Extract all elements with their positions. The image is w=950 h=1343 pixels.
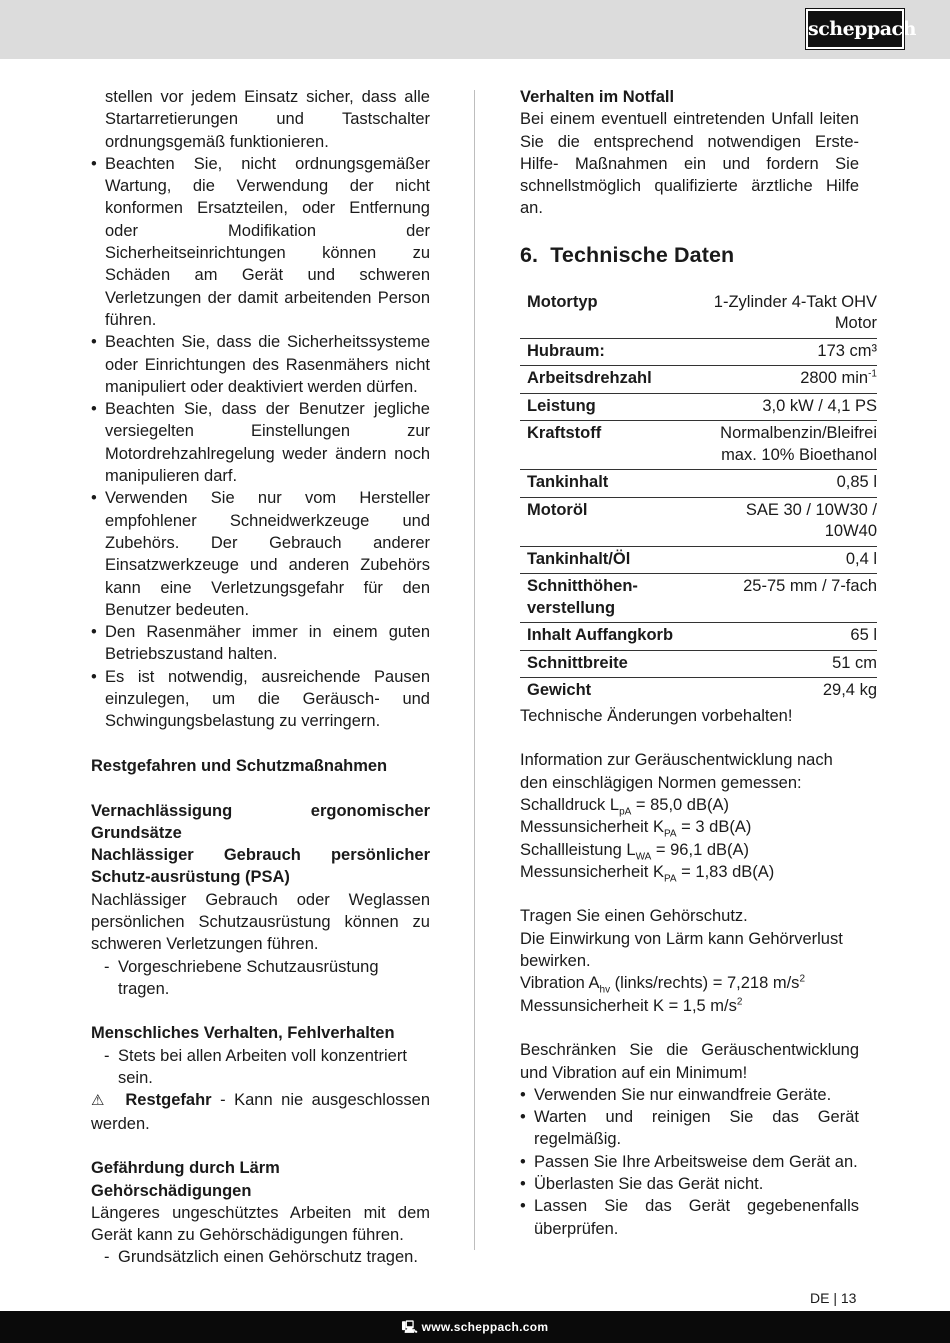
list-item bbox=[520, 1195, 859, 1240]
spec-row bbox=[520, 546, 877, 574]
spec-value bbox=[684, 366, 877, 394]
dash-item-text: Vorgeschriebene Schutzausrüstung tragen. bbox=[118, 957, 379, 998]
spec-value bbox=[684, 574, 877, 623]
list-item bbox=[91, 666, 430, 733]
header-bar bbox=[0, 0, 950, 59]
spec-value-text: 25-75 mm / 7-fach bbox=[743, 577, 877, 596]
psa-heading: Nachlässiger Gebrauch persönlicher Schutz-ausrüstung (PSA) bbox=[91, 846, 430, 887]
spec-value-text: Normalbenzin/Bleifrei max. 10% Bioethanol bbox=[720, 424, 877, 464]
spec-value-text: 1-Zylinder 4-Takt OHV Motor bbox=[713, 292, 877, 333]
ergo-heading-cont: Grundsätze bbox=[91, 823, 182, 842]
list-item-text: Beachten Sie, dass die Sicherheitssysteme oder Einrichtungen des Rasenmähers nicht manipuliert oder deaktiviert werden dürfen. bbox=[105, 333, 430, 396]
spec-value bbox=[684, 678, 877, 705]
laerm-text: Längeres ungeschütztes Arbeiten mit dem Gerät kann zu Gehörschädigungen führen. bbox=[91, 1203, 430, 1245]
spec-row bbox=[520, 393, 877, 421]
spec-value-text: 0,4 l bbox=[845, 549, 877, 568]
bullet: • bbox=[91, 623, 97, 642]
list-item-text: Den Rasenmäher immer in einem guten Betriebszustand halten. bbox=[105, 623, 430, 664]
monitor-icon: 🖳 bbox=[401, 1320, 418, 1334]
bullet: • bbox=[520, 1152, 526, 1171]
list-item bbox=[520, 1173, 859, 1195]
list-item-text: Überlasten Sie das Gerät nicht. bbox=[534, 1175, 764, 1194]
spec-key: Leistung bbox=[520, 393, 684, 421]
list-item bbox=[91, 331, 430, 398]
dash: - bbox=[104, 957, 110, 976]
laerm-subheading: Gehörschädigungen bbox=[91, 1181, 252, 1200]
page-number: DE | 13 bbox=[810, 1290, 857, 1306]
spec-key: Motortyp bbox=[520, 290, 684, 339]
list-item bbox=[91, 487, 430, 621]
ergo-heading bbox=[91, 800, 430, 822]
spec-value bbox=[684, 393, 877, 421]
list-item bbox=[520, 1084, 859, 1106]
spec-row bbox=[520, 574, 877, 623]
list-item-text: Warten und reinigen Sie das Gerät regelmäßig. bbox=[534, 1108, 859, 1149]
spec-key: Schnittbreite bbox=[520, 650, 684, 678]
bullet: • bbox=[91, 667, 97, 686]
spec-table bbox=[520, 290, 877, 705]
list-item-text: Verwenden Sie nur einwandfreie Geräte. bbox=[534, 1085, 832, 1104]
spec-value-text: 2800 min bbox=[800, 369, 869, 388]
spec-value bbox=[684, 623, 877, 651]
warning-icon: ⚠ bbox=[91, 1092, 109, 1110]
spec-row bbox=[520, 497, 877, 546]
changes-note: Technische Änderungen vorbehalten! bbox=[520, 706, 793, 725]
intro-text: stellen vor jedem Einsatz sicher, dass alle Startarretierungen und Tastschalter ordnungsgemäß funktionieren. bbox=[105, 88, 430, 151]
dash: - bbox=[104, 1248, 110, 1267]
noise-line: Messunsicherheit $K_{PA} = 1,83$ dB(A) bbox=[520, 862, 775, 885]
spec-value bbox=[684, 421, 877, 470]
noise-intro: Information zur Geräuschentwicklung nach den einschlägigen Normen gemessen: bbox=[520, 751, 833, 792]
spec-value bbox=[684, 338, 877, 366]
list-item bbox=[520, 1151, 859, 1173]
spec-key: Gewicht bbox=[527, 681, 592, 700]
column-divider bbox=[474, 90, 475, 1250]
spec-value-text: SAE 30 / 10W30 / 10W40 bbox=[745, 500, 877, 541]
spec-key: Kraftstoff bbox=[520, 421, 684, 470]
website-link[interactable]: www.scheppach.com bbox=[421, 1320, 549, 1334]
spec-row bbox=[520, 623, 877, 651]
dash-item-text: Grundsätzlich einen Gehörschutz tragen. bbox=[118, 1248, 418, 1267]
list-item-text: Verwenden Sie nur vom Hersteller empfohlener Schneidwerkzeuge und Zubehörs. Der Gebrauch anderer Einsatzwerkzeuge und anderen Zubehörs kann eine Verletzungsgefahr für den Benutzer bedeuten. bbox=[105, 489, 430, 619]
spec-row bbox=[520, 678, 877, 705]
list-item-text: Beachten Sie, nicht ordnungsgemäßer Wartung, die Verwendung der nicht konformen Ersatzteilen, oder Entfernung oder Modifikation der Sicherheitseinrichtungen können zu Schäden am Gerät und schweren Verletzungen der damit arbeitenden Person führen. bbox=[105, 154, 430, 329]
spec-value bbox=[684, 470, 877, 498]
restgefahr-text: - Kann nie ausgeschlossen werden. bbox=[91, 1091, 430, 1133]
list-item-text: Passen Sie Ihre Arbeitsweise dem Gerät an. bbox=[534, 1152, 858, 1171]
spec-row bbox=[520, 470, 877, 498]
spec-key: Inhalt Auffangkorb bbox=[520, 623, 684, 651]
vibration-uncertainty: Messunsicherheit K = 1,5 $m/s^2$ bbox=[520, 996, 743, 1015]
brand-logo: scheppach bbox=[806, 9, 904, 49]
bullet: • bbox=[520, 1175, 526, 1194]
notfall-heading: Verhalten im Notfall bbox=[520, 88, 675, 106]
psa-text: Nachlässiger Gebrauch oder Weglassen persönlichen Schutzausrüstung können zu schweren Verletzungen führen. bbox=[91, 890, 430, 954]
spec-key: Arbeitsdrehzahl bbox=[520, 366, 684, 394]
spec-key: Tankinhalt bbox=[520, 470, 684, 498]
bullet: • bbox=[91, 333, 97, 352]
spec-value bbox=[684, 497, 877, 546]
hearing-text: Tragen Sie einen Gehörschutz. bbox=[520, 907, 748, 926]
bullet: • bbox=[520, 1085, 526, 1104]
notfall-text: Bei einem eventuell eintretenden Unfall leiten Sie die entsprechend notwendigen Erste-Hilfe- Maßnahmen ein und fordern Sie schnellstmöglich qualifizierte ärztliche Hilfe an. bbox=[520, 110, 859, 218]
spec-value-text: 173 cm³ bbox=[817, 341, 877, 360]
spec-row bbox=[520, 421, 877, 470]
dash-item bbox=[91, 1045, 430, 1090]
ergo-heading-part: Vernachlässigung bbox=[91, 801, 233, 820]
spec-value-text: 3,0 kW / 4,1 PS bbox=[762, 396, 877, 415]
spec-key: Schnitthöhen-verstellung bbox=[520, 574, 684, 623]
noise-line: Schalldruck $L_{pA} = 85,0$ dB(A) bbox=[520, 795, 729, 818]
section-title: 6. Technische Daten bbox=[520, 242, 735, 267]
spec-value bbox=[684, 290, 877, 339]
bullet: • bbox=[520, 1108, 526, 1127]
spec-row bbox=[520, 650, 877, 678]
dash-item bbox=[91, 1246, 430, 1268]
spec-value-text: 29,4 kg bbox=[822, 681, 877, 700]
list-item bbox=[91, 398, 430, 487]
spec-value bbox=[684, 546, 877, 574]
list-item bbox=[520, 1106, 859, 1151]
list-item-text: Lassen Sie das Gerät gegebenenfalls überprüfen. bbox=[534, 1197, 859, 1238]
noise-line: Messunsicherheit $K_{PA} = 3$ dB(A) bbox=[520, 818, 752, 840]
spec-value bbox=[684, 650, 877, 678]
spec-key: Motoröl bbox=[520, 497, 684, 546]
spec-value-text: 0,85 l bbox=[836, 473, 877, 492]
noise-line: Schallleistung $L_{WA} = 96,1$ dB(A) bbox=[520, 840, 750, 862]
list-item bbox=[91, 153, 430, 331]
dash: - bbox=[104, 1046, 110, 1065]
laerm-heading: Gefährdung durch Lärm bbox=[91, 1159, 280, 1178]
dash-item bbox=[91, 956, 430, 1001]
bullet: • bbox=[91, 489, 97, 508]
restgefahr-line bbox=[91, 1089, 430, 1135]
spec-row bbox=[520, 338, 877, 366]
restgefahren-heading: Restgefahren und Schutzmaßnahmen bbox=[91, 756, 388, 775]
list-item-text: Beachten Sie, dass der Benutzer jegliche versiegelten Einstellungen zur Motordrehzahlregelung weder ändern noch manipulieren darf. bbox=[105, 400, 430, 486]
bullet: • bbox=[520, 1197, 526, 1216]
spec-value-sup: -1 bbox=[868, 368, 877, 380]
spec-key: Tankinhalt/Öl bbox=[520, 546, 684, 574]
list-item-text: Es ist notwendig, ausreichende Pausen einzulegen, um die Geräusch- und Schwingungsbelastung zu verringern. bbox=[105, 667, 430, 731]
right-column bbox=[520, 86, 877, 1240]
limit-text: Beschränken Sie die Geräuschentwicklung und Vibration auf ein Minimum! bbox=[520, 1041, 859, 1082]
ergo-heading-part: ergonomischer bbox=[310, 801, 430, 820]
footer-bar bbox=[0, 1311, 950, 1343]
left-column bbox=[91, 86, 430, 1269]
bullet: • bbox=[91, 400, 97, 419]
list-item bbox=[91, 621, 430, 666]
spec-row bbox=[520, 366, 877, 394]
hearing-text: Die Einwirkung von Lärm kann Gehörverlust bewirken. bbox=[520, 929, 843, 971]
dash-item-text: Stets bei allen Arbeiten voll konzentriert sein. bbox=[118, 1046, 407, 1088]
verhalten-heading: Menschliches Verhalten, Fehlverhalten bbox=[91, 1024, 395, 1043]
spec-value-text: 65 l bbox=[850, 626, 877, 645]
restgefahr-label: Restgefahr bbox=[125, 1091, 212, 1110]
spec-row bbox=[520, 290, 877, 339]
bullet: • bbox=[91, 154, 97, 173]
vibration-line: Vibration $A_{hv}$ (links/rechts) = 7,218 $m/s^2$ bbox=[520, 973, 805, 996]
spec-value-text: 51 cm bbox=[832, 653, 877, 672]
spec-key: Hubraum: bbox=[520, 338, 684, 366]
